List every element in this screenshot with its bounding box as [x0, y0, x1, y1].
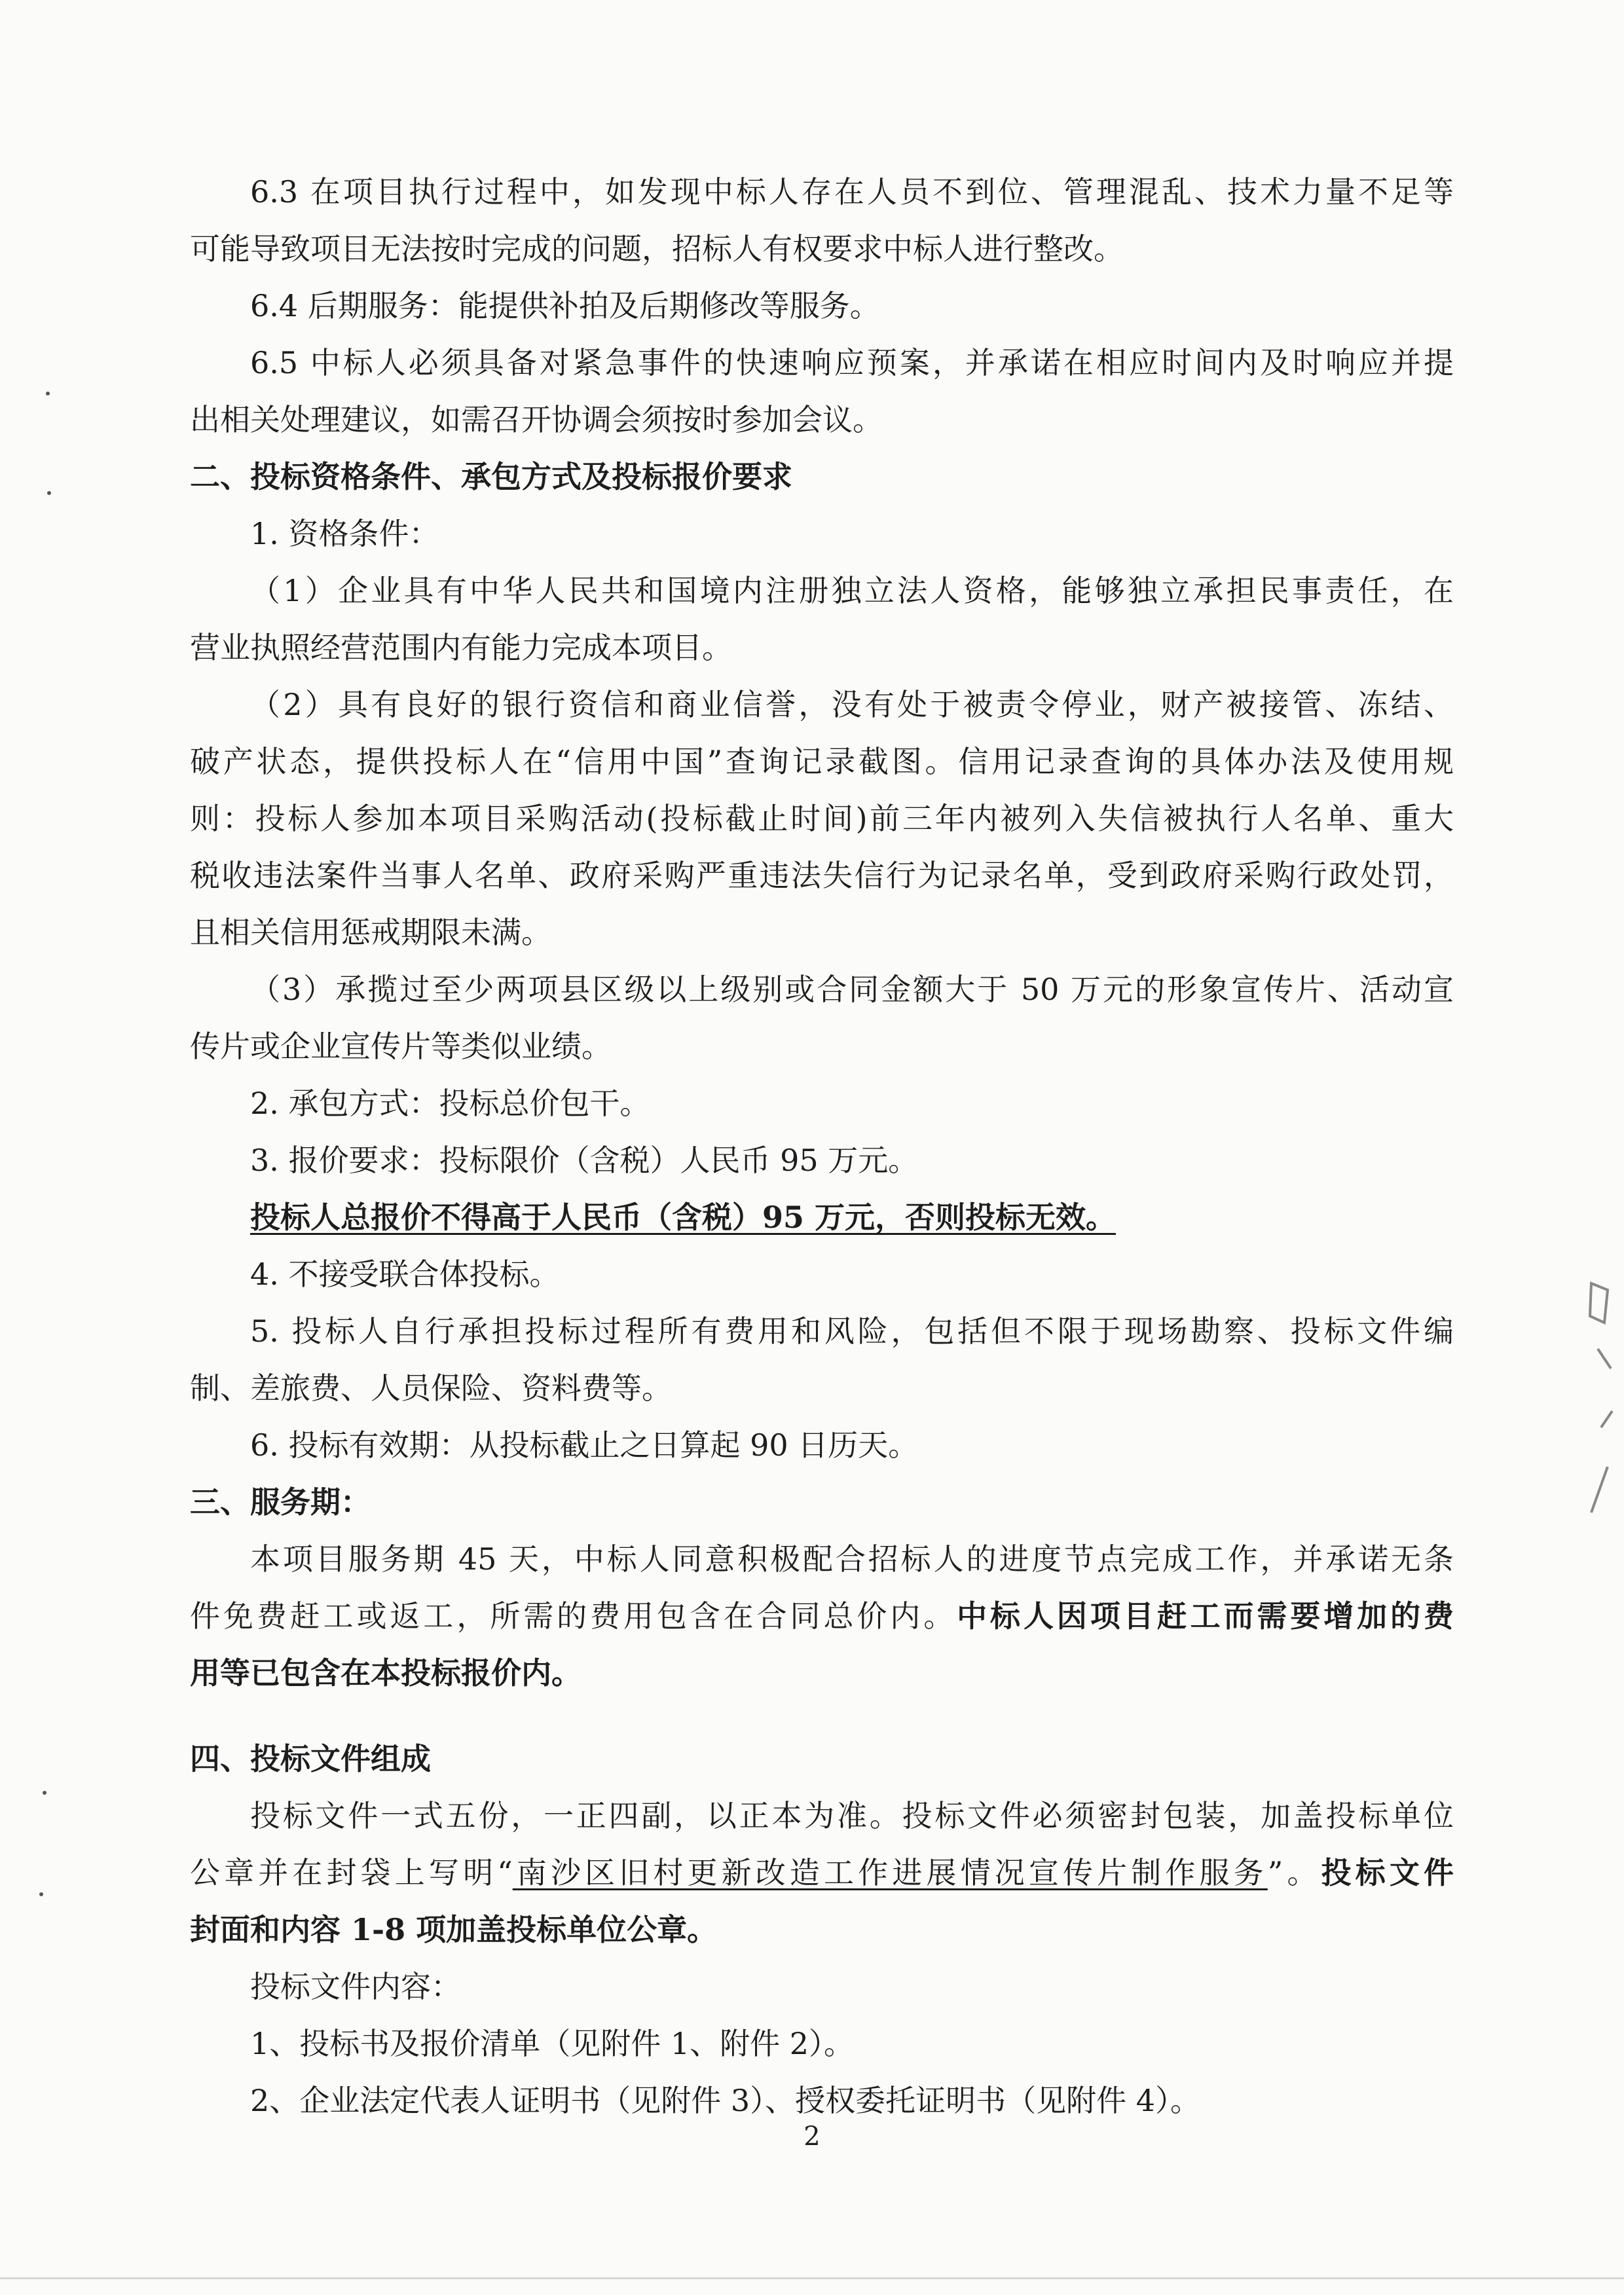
line-text: 件免费赶工或返工，所需的费用包含在合同总价内。	[190, 1598, 957, 1634]
paragraph-line	[190, 790, 1454, 847]
paragraph-line	[190, 1588, 1454, 1645]
line-text: 三、服务期：	[190, 1484, 371, 1520]
line-text: （2）具有良好的银行资信和商业信誉，没有处于被责令停业，财产被接管、冻结、	[250, 687, 1454, 722]
paragraph-line	[190, 1303, 1454, 1360]
line-text: 可能导致项目无法按时完成的问题，招标人有权要求中标人进行整改。	[190, 231, 1124, 266]
line-text: 税收违法案件当事人名单、政府采购严重违法失信行为记录名单，受到政府采购行政处罚，	[190, 858, 1454, 893]
project-name-underlined: 南沙区旧村更新改造工作进展情况宣传片制作服务	[512, 1855, 1268, 1890]
seal-fragment-icon	[1572, 1277, 1617, 1552]
paragraph-line	[190, 2015, 1454, 2072]
page-bottom-rule	[0, 2277, 1624, 2279]
paragraph-line	[190, 619, 1454, 676]
paragraph-line	[190, 1189, 1454, 1246]
paragraph-line	[190, 1531, 1454, 1588]
line-text: 2. 承包方式：投标总价包干。	[250, 1086, 650, 1121]
paragraph-line	[190, 1360, 1454, 1417]
paragraph-line	[190, 1958, 1454, 2015]
bold-emphasis: 用等已包含在本投标报价内。	[190, 1655, 581, 1691]
section-heading	[190, 1474, 1454, 1531]
bold-emphasis: 封面和内容 1-8 项加盖投标单位公章。	[190, 1912, 718, 1947]
line-text: 4. 不接受联合体投标。	[250, 1257, 560, 1292]
paragraph-line	[190, 278, 1454, 335]
section-spacer	[190, 1702, 1454, 1731]
paragraph-line	[190, 1417, 1454, 1474]
line-text: 6. 投标有效期：从投标截止之日算起 90 日历天。	[250, 1427, 919, 1463]
paragraph-line	[190, 733, 1454, 790]
paragraph-line	[190, 961, 1454, 1018]
paragraph-line	[190, 505, 1454, 562]
line-text: 破产状态，提供投标人在“信用中国”查询记录截图。信用记录查询的具体办法及使用规	[190, 744, 1454, 779]
paragraph-line	[190, 335, 1454, 392]
paragraph-line	[190, 676, 1454, 733]
paragraph-line	[190, 1018, 1454, 1075]
line-text: 出相关处理建议，如需召开协调会须按时参加会议。	[190, 402, 883, 437]
margin-speck	[46, 392, 50, 395]
line-text: 6.4 后期服务：能提供补拍及后期修改等服务。	[250, 288, 880, 323]
paragraph-line	[190, 2072, 1454, 2129]
margin-speck	[39, 1892, 43, 1896]
line-text: ”。	[1267, 1855, 1321, 1890]
paragraph-line	[190, 1246, 1454, 1303]
paragraph-line	[190, 1075, 1454, 1132]
bold-emphasis: 投标文件	[1321, 1855, 1454, 1890]
paragraph-line	[190, 1788, 1454, 1845]
line-text: 公章并在封袋上写明“	[190, 1855, 513, 1890]
line-text: 本项目服务期 45 天，中标人同意积极配合招标人的进度节点完成工作，并承诺无条	[250, 1541, 1454, 1577]
margin-speck	[43, 1791, 46, 1795]
line-text: 二、投标资格条件、承包方式及投标报价要求	[190, 459, 792, 494]
bold-emphasis: 中标人因项目赶工而需要增加的费	[957, 1598, 1454, 1634]
page-number: 2	[803, 2121, 821, 2152]
line-text: 营业执照经营范围内有能力完成本项目。	[190, 630, 732, 665]
line-text: 则：投标人参加本项目采购活动(投标截止时间)前三年内被列入失信被执行人名单、重大	[190, 801, 1454, 836]
line-text: 3. 报价要求：投标限价（含税）人民币 95 万元。	[250, 1143, 919, 1178]
paragraph-line	[190, 221, 1454, 278]
line-text: 2、企业法定代表人证明书（见附件 3）、授权委托证明书（见附件 4）。	[250, 2083, 1201, 2118]
line-text: 制、差旅费、人员保险、资料费等。	[190, 1370, 672, 1406]
paragraph-line	[190, 904, 1454, 961]
line-text: 传片或企业宣传片等类似业绩。	[190, 1029, 612, 1064]
paragraph-line	[190, 1645, 1454, 1702]
line-text: （3）承揽过至少两项县区级以上级别或合同金额大于 50 万元的形象宣传片、活动宣	[250, 972, 1454, 1007]
document-page	[190, 164, 1454, 2129]
paragraph-line	[190, 392, 1454, 449]
line-text: 且相关信用惩戒期限未满。	[190, 915, 551, 950]
line-text: 6.3 在项目执行过程中，如发现中标人存在人员不到位、管理混乱、技术力量不足等	[250, 174, 1454, 210]
line-text: 5. 投标人自行承担投标过程所有费用和风险，包括但不限于现场勘察、投标文件编	[250, 1313, 1454, 1349]
line-text: 四、投标文件组成	[190, 1741, 431, 1776]
section-heading	[190, 1731, 1454, 1788]
line-text: 6.5 中标人必须具备对紧急事件的快速响应预案，并承诺在相应时间内及时响应并提	[250, 345, 1454, 380]
line-text: 投标文件内容：	[250, 1969, 461, 2004]
paragraph-line	[190, 1132, 1454, 1189]
line-text: 1. 资格条件：	[250, 516, 439, 551]
line-text: 1、投标书及报价清单（见附件 1、附件 2）。	[250, 2026, 855, 2061]
paragraph-line	[190, 562, 1454, 619]
margin-speck	[47, 491, 51, 495]
section-heading	[190, 449, 1454, 505]
paragraph-line	[190, 847, 1454, 904]
line-text: 投标人总报价不得高于人民币（含税）95 万元，否则投标无效。	[250, 1200, 1116, 1235]
paragraph-line	[190, 1845, 1454, 1901]
line-text: 投标文件一式五份，一正四副，以正本为准。投标文件必须密封包装，加盖投标单位	[250, 1798, 1454, 1833]
paragraph-line	[190, 1901, 1454, 1958]
seal-edge-mark	[1572, 1277, 1617, 1552]
line-text: （1）企业具有中华人民共和国境内注册独立法人资格，能够独立承担民事责任，在	[250, 573, 1454, 608]
paragraph-line	[190, 164, 1454, 221]
